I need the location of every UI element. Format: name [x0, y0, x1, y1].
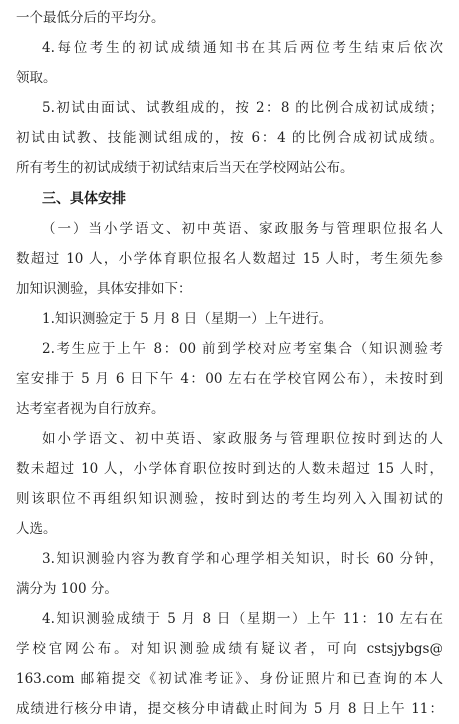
- item-4b-line-4: 成绩进行核分申请，提交核分申请截止时间为 5 月 8 日上午 11：: [16, 701, 443, 717]
- item-1-line-1: 1.知识测验定于 5 月 8 日（星期一）上午进行。: [42, 311, 333, 327]
- item-4-line-2: 领取。: [16, 70, 57, 86]
- item-3-line-2: 满分为 100 分。: [16, 581, 118, 597]
- para-line-2: 数未超过 10 人，小学体育职位按时到达的人数未超过 15 人时，: [16, 461, 443, 477]
- item-2-line-3: 达考室者视为自行放弃。: [16, 401, 165, 417]
- item-4b-line-2: 学校官网公布。对知识测验成绩有疑议者，可向 cstsjybgs@: [16, 641, 443, 657]
- item-3-line-1: 3.知识测验内容为教育学和心理学相关知识，时长 60 分钟，: [42, 551, 443, 567]
- item-2-line-1: 2.考生应于上午 8：00 前到学校对应考室集合（知识测验考: [42, 341, 443, 357]
- text-line-cont: 一个最低分后的平均分。: [16, 10, 165, 26]
- item-4b-line-3: 163.com 邮箱提交《初试准考证》、身份证照片和已查询的本人: [16, 671, 443, 687]
- item-5-line-2: 初试由试教、技能测试组成的，按 6：4 的比例合成初试成绩。: [16, 130, 443, 146]
- item-4-line-1: 4.每位考生的初试成绩通知书在其后两位考生结束后依次: [42, 40, 443, 56]
- para-line-1: 如小学语文、初中英语、家政服务与管理职位按时到达的人: [42, 431, 443, 447]
- item-5-line-1: 5.初试由面试、试教组成的，按 2：8 的比例合成初试成绩；: [42, 100, 443, 116]
- subsection-1-line-3: 加知识测验，具体安排如下：: [16, 281, 192, 297]
- section-heading: 三、具体安排: [42, 191, 126, 207]
- para-line-4: 人选。: [16, 521, 57, 537]
- para-line-3: 则该职位不再组织知识测验，按时到达的考生均列入入围初试的: [16, 491, 443, 507]
- item-2-line-2: 室安排于 5 月 6 日下午 4：00 左右在学校官网公布），未按时到: [16, 371, 443, 387]
- item-4b-line-1: 4.知识测验成绩于 5 月 8 日（星期一）上午 11：10 左右在: [42, 611, 443, 627]
- subsection-1-line-1: （一）当小学语文、初中英语、家政服务与管理职位报名人: [42, 221, 443, 237]
- subsection-1-line-2: 数超过 10 人，小学体育职位报名人数超过 15 人时，考生须先参: [16, 251, 443, 267]
- item-5-line-3: 所有考生的初试成绩于初试结束后当天在学校网站公布。: [16, 160, 354, 176]
